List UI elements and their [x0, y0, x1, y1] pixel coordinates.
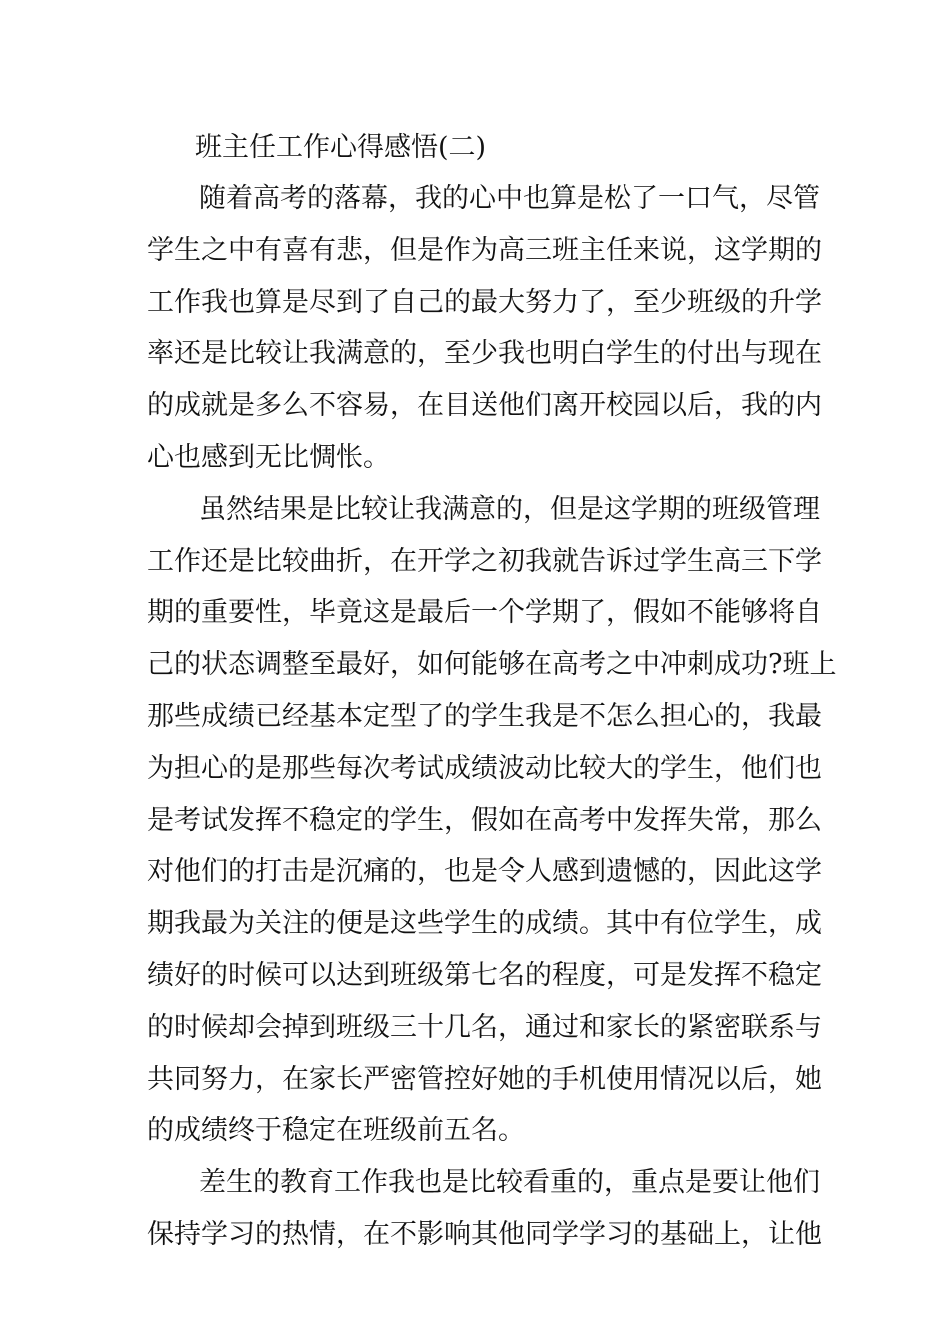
paragraph-1-line-5: 的成就是多么不容易，在目送他们离开校园以后，我的内 [147, 390, 822, 421]
paragraph-3-line-1: 差生的教育工作我也是比较看重的，重点是要让他们 [199, 1167, 820, 1198]
paragraph-2-line-12: 共同努力，在家长严密管控好她的手机使用情况以后，她 [147, 1064, 822, 1095]
paragraph-2-line-7: 是考试发挥不稳定的学生，假如在高考中发挥失常，那么 [147, 805, 822, 836]
paragraph-2-line-8: 对他们的打击是沉痛的，也是令人感到遗憾的，因此这学 [147, 856, 822, 887]
paragraph-2-line-13: 的成绩终于稳定在班级前五名。 [147, 1115, 525, 1146]
paragraph-1-line-1: 随着高考的落幕，我的心中也算是松了一口气，尽管 [199, 183, 820, 214]
paragraph-1-line-4: 率还是比较让我满意的，至少我也明白学生的付出与现在 [147, 338, 822, 369]
paragraph-2-line-10: 绩好的时候可以达到班级第七名的程度，可是发挥不稳定 [147, 960, 822, 991]
document-title: 班主任工作心得感悟(二) [195, 132, 487, 163]
paragraph-2-line-2: 工作还是比较曲折，在开学之初我就告诉过学生高三下学 [147, 546, 822, 577]
paragraph-2-line-9: 期我最为关注的便是这些学生的成绩。其中有位学生，成 [147, 908, 822, 939]
paragraph-2-line-11: 的时候却会掉到班级三十几名，通过和家长的紧密联系与 [147, 1012, 822, 1043]
paragraph-2-line-5: 那些成绩已经基本定型了的学生我是不怎么担心的，我最 [147, 701, 822, 732]
paragraph-2-line-4: 己的状态调整至最好，如何能够在高考之中冲刺成功?班上 [147, 649, 837, 680]
paragraph-2-line-3: 期的重要性，毕竟这是最后一个学期了，假如不能够将自 [147, 597, 822, 628]
paragraph-2-line-1: 虽然结果是比较让我满意的，但是这学期的班级管理 [199, 494, 820, 525]
paragraph-2-line-6: 为担心的是那些每次考试成绩波动比较大的学生，他们也 [147, 753, 822, 784]
paragraph-3-line-2: 保持学习的热情，在不影响其他同学学习的基础上，让他 [147, 1219, 822, 1250]
paragraph-1-line-6: 心也感到无比惆怅。 [147, 442, 390, 473]
paragraph-1-line-3: 工作我也算是尽到了自己的最大努力了，至少班级的升学 [147, 287, 822, 318]
paragraph-1-line-2: 学生之中有喜有悲，但是作为高三班主任来说，这学期的 [147, 235, 822, 266]
